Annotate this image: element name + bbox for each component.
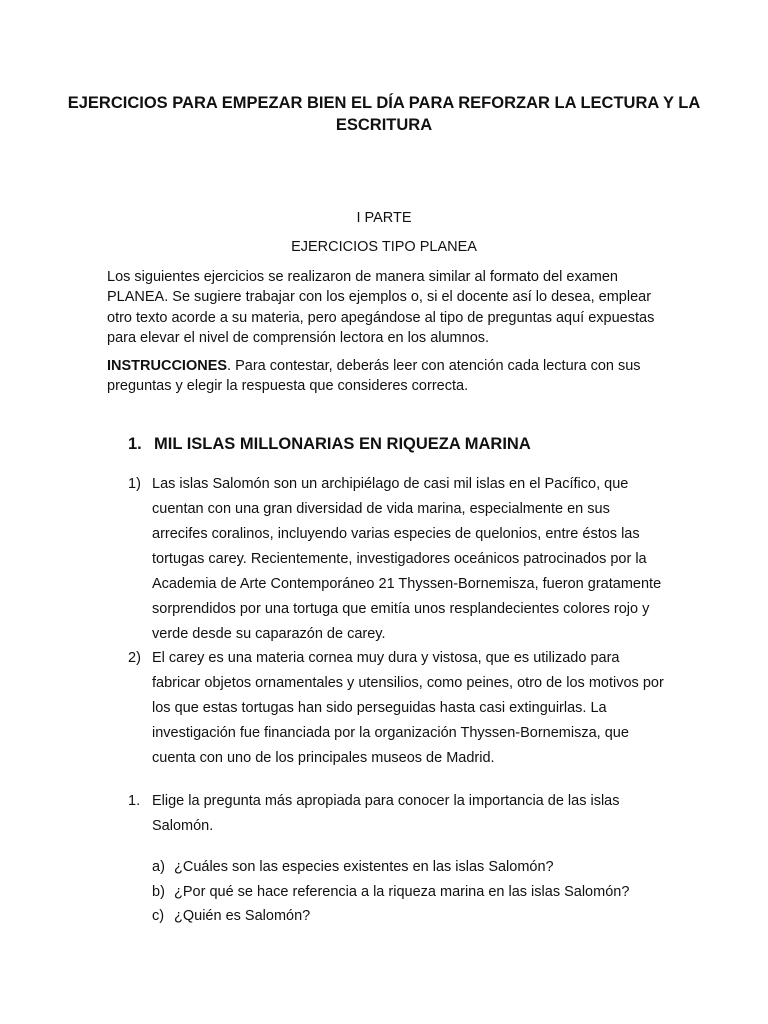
- part-label: I PARTE: [356, 210, 412, 226]
- question-text: Elige la pregunta más apropiada para conocer la importancia de las islas Salomón.: [152, 793, 620, 834]
- paragraph-marker: 2): [128, 650, 141, 666]
- option-letter: c): [152, 908, 165, 924]
- option-letter: a): [152, 859, 165, 875]
- reading-paragraph-2: [128, 646, 668, 771]
- question-1: [128, 789, 668, 839]
- part-subtitle: EJERCICIOS TIPO PLANEA: [291, 239, 477, 255]
- paragraph-marker: 1): [128, 476, 141, 492]
- question-number: 1.: [128, 793, 141, 809]
- section-number: 1.: [128, 435, 142, 453]
- instructions-paragraph: [107, 356, 663, 396]
- section-title: MIL ISLAS MILLONARIAS EN RIQUEZA MARINA: [154, 435, 531, 453]
- option-text: ¿Por qué se hace referencia a la riqueza marina en las islas Salomón?: [174, 883, 630, 900]
- answer-option-a: [152, 855, 672, 880]
- reading-paragraph-1: [128, 472, 668, 647]
- document-title: EJERCICIOS PARA EMPEZAR BIEN EL DÍA PARA REFORZAR LA LECTURA Y LA ESCRITURA: [67, 94, 701, 134]
- instructions-text: . Para contestar, deberás leer con atención cada lectura con sus preguntas y elegir la respuesta que consideres correcta.: [107, 358, 641, 394]
- answer-option-c: [152, 904, 672, 929]
- answer-options: [152, 855, 672, 929]
- paragraph-text: El carey es una materia cornea muy dura y vistosa, que es utilizado para fabricar objetos ornamentales y utensilios, como peines, otro de los motivos por los que estas tortugas han sido perseguidas hasta casi extinguirlas. La investigación fue financiada por la organización Thyssen-Bornemisza, que cuenta con uno de los principales museos de Madrid.: [152, 650, 664, 766]
- paragraph-text: Las islas Salomón son un archipiélago de casi mil islas en el Pacífico, que cuentan con una gran diversidad de vida marina, especialmente en sus arrecifes coralinos, incluyendo varias especies de quelonios, entre éstos las tortugas carey. Recientemente, investigadores oceánicos patrocinados por la Academia de Arte Contemporáneo 21 Thyssen-Bornemisza, fueron gratamente sorprendidos por una tortuga que emitía unos resplandecientes colores rojo y verde desde su caparazón de carey.: [152, 476, 662, 642]
- option-text: ¿Quién es Salomón?: [174, 908, 311, 924]
- answer-option-b: [152, 880, 672, 905]
- instructions-label: INSTRUCCIONES: [107, 358, 228, 374]
- intro-paragraph: Los siguientes ejercicios se realizaron de manera similar al formato del examen PLANEA. Se sugiere trabajar con los ejemplos o, si el docente así lo desea, emplear otro texto acorde a su materia, pero apegándose al tipo de preguntas aquí expuestas para elevar el nivel de comprensión lectora en los alumnos.: [107, 269, 655, 346]
- option-text: ¿Cuáles son las especies existentes en las islas Salomón?: [174, 859, 554, 875]
- option-letter: b): [152, 883, 165, 900]
- section-heading: [128, 433, 688, 455]
